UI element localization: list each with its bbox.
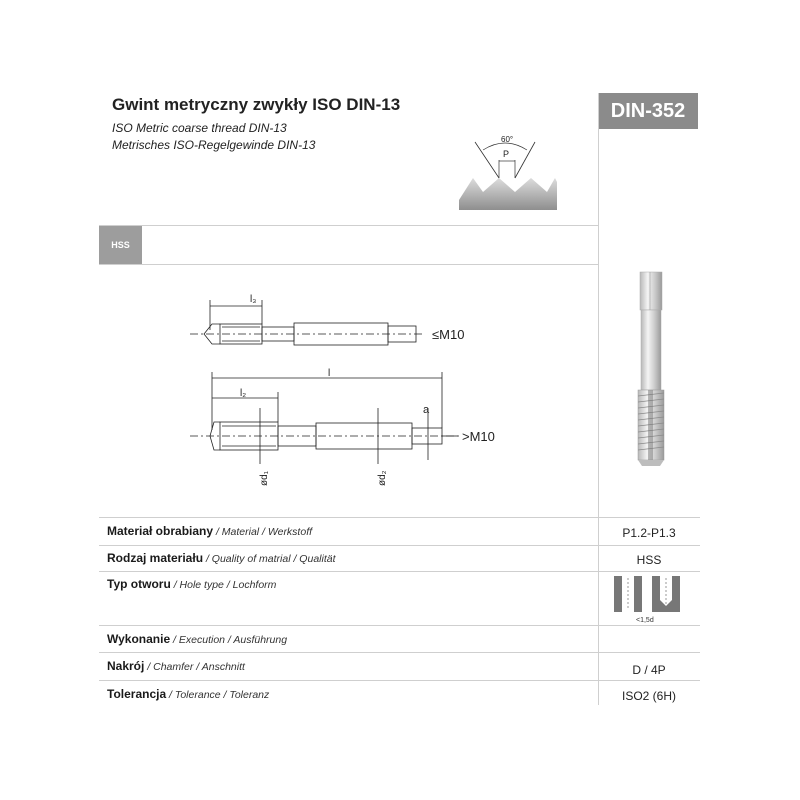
table-line-3: [99, 571, 700, 572]
tap-product-image: [628, 268, 678, 468]
hole-depth-note: <1,5d: [636, 617, 654, 624]
hole-type-icons: [612, 574, 692, 626]
hole-label: Typ otworu: [107, 577, 171, 591]
hole-translations: / Hole type / Lochform: [170, 579, 277, 591]
top-l3-label: l₃: [250, 294, 257, 305]
tap-tip: [638, 460, 664, 466]
top-size-label: ≤M10: [432, 327, 465, 342]
table-line-6: [99, 680, 700, 681]
bottom-d1-label: ød₁: [259, 470, 270, 486]
table-line-2: [99, 545, 700, 546]
bottom-tap-outline: [190, 372, 460, 464]
table-line-5: [99, 652, 700, 653]
tolerance-value: ISO2 (6H): [621, 689, 676, 703]
divider-hss-bottom: [99, 264, 599, 265]
standard-badge: DIN-352: [598, 93, 698, 129]
table-line-1: [99, 517, 700, 518]
tap-technical-drawing: [180, 280, 520, 500]
hole-row-label: [107, 577, 276, 591]
page-title: Gwint metryczny zwykły ISO DIN-13: [112, 95, 401, 114]
tap-flute: [648, 390, 653, 460]
bottom-a-label: a: [423, 404, 430, 416]
hss-tag: HSS: [99, 226, 142, 264]
material-row-label: [107, 524, 312, 538]
material-translations: / Material / Werkstoff: [213, 526, 313, 538]
bottom-l2-label: l₂: [240, 388, 247, 399]
material-value: P1.2-P1.3: [622, 526, 676, 540]
execution-translations: / Execution / Ausführung: [170, 634, 288, 646]
column-divider: [598, 93, 599, 705]
tolerance-row-label: [107, 687, 269, 701]
quality-translations: / Quality of matrial / Qualität: [203, 553, 336, 565]
bottom-d2-label: ød₂: [377, 470, 388, 486]
bottom-l-label: l: [328, 368, 331, 379]
angle-label: 60°: [501, 135, 514, 144]
flank-line-right: [515, 142, 535, 178]
quality-row-label: [107, 551, 336, 565]
tap-shank: [641, 310, 661, 390]
divider-hss-top: [99, 225, 599, 226]
chamfer-label: Nakrój: [107, 659, 145, 673]
quality-label: Rodzaj materiału: [107, 551, 204, 565]
subtitle-english: ISO Metric coarse thread DIN-13: [112, 121, 287, 135]
execution-row-label: [107, 632, 287, 646]
top-tap-outline: [190, 300, 425, 345]
quality-value: HSS: [636, 553, 662, 567]
tolerance-translations: / Tolerance / Toleranz: [166, 689, 270, 701]
chamfer-row-label: [107, 659, 245, 673]
table-line-4: [99, 625, 700, 626]
subtitle-german: Metrisches ISO-Regelgewinde DIN-13: [112, 138, 316, 152]
pitch-label: P: [503, 149, 510, 159]
thread-teeth-shape: [459, 178, 557, 210]
tap-square-end: [640, 272, 662, 310]
thread-profile-diagram: [455, 128, 560, 214]
material-label: Materiał obrabiany: [107, 524, 214, 538]
chamfer-translations: / Chamfer / Anschnitt: [144, 661, 245, 673]
bottom-size-label: >M10: [462, 429, 495, 444]
chamfer-value: D / 4P: [632, 663, 666, 677]
tolerance-label: Tolerancja: [107, 687, 167, 701]
execution-label: Wykonanie: [107, 632, 171, 646]
